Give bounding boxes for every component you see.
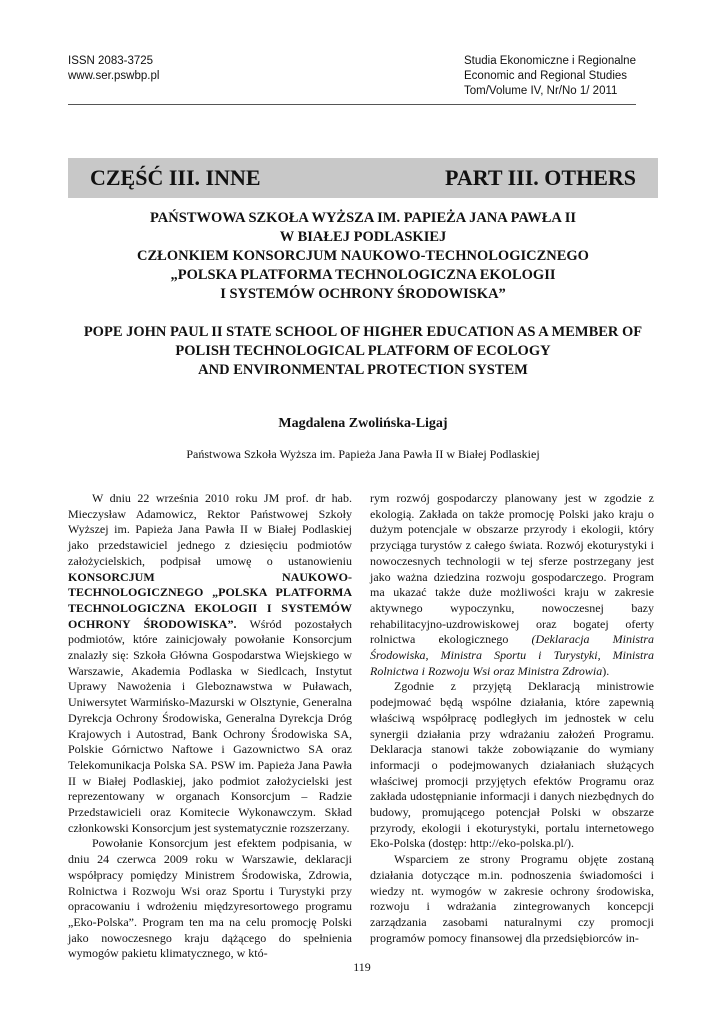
journal-name-pl: Studia Ekonomiczne i Regionalne (464, 55, 636, 67)
article-title-en (68, 323, 658, 380)
journal-url: www.ser.pswbp.pl (68, 70, 160, 82)
section-title-en: PART III. OTHERS (445, 165, 636, 190)
text-run: Wśród pozostałych podmiotów, które zainicjowały powołanie Konsorcjum znalazły się: Szkoła Główna Gospodarstwa Wiejskiego w Warszawie, Akademia Podlaska w Siedlcach, Instytut Uprawy Nawożenia i Gleboznawstwa w Puławach, Uniwersytet Warmińsko-Mazurski w Olsztynie, Generalna Dyrekcja Ochrony Środowiska, Generalna Dyrekcja Dróg Krajowych i Autostrad, Bank Ochrony Środowiska SA, Polskie Górnictwo Naftowe i Gazownictwo SA oraz Telekomunikacja Polska SA. PSW im. Papieża Jana Pawła II w Białej Podlaskiej, jako podmiot założycielski jest reprezentowany w organach Konsorcjum – Radzie Przedstawicieli oraz Komitecie Wykonawczym. Skład członkowski Konsorcjum jest systematycznie rozszerzany. (68, 616, 352, 835)
journal-issn-block (68, 54, 159, 84)
page-number: 119 (353, 960, 371, 974)
title-pl-line: PAŃSTWOWA SZKOŁA WYŻSZA IM. PAPIEŻA JANA PAWŁA II (150, 210, 576, 226)
paragraph (68, 491, 352, 836)
title-pl-line: CZŁONKIEM KONSORCJUM NAUKOWO-TECHNOLOGICZNEGO (137, 248, 589, 264)
article-title-pl (68, 209, 658, 304)
header-divider (68, 104, 636, 105)
author-name: Magdalena Zwolińska-Ligaj (278, 416, 448, 431)
title-en-line: AND ENVIRONMENTAL PROTECTION SYSTEM (198, 362, 528, 378)
citation: (Deklaracja Ministra Środowiska, Ministra Sportu i Turystyki, Ministra Rolnictwa i Rozwoju Wsi oraz Ministra Zdrowia (370, 632, 654, 678)
issn: ISSN 2083-3725 (68, 55, 154, 67)
journal-name-en: Economic and Regional Studies (464, 70, 628, 82)
paragraph: Powołanie Konsorcjum jest efektem podpisania, w dniu 24 czerwca 2009 roku w Warszawie, deklaracji współpracy pomiędzy Ministrem Środowiska, Zdrowia, Rolnictwa i Rozwoju Wsi oraz Sportu i Turystyki przy opracowaniu i wdrożeniu międzyresortowego programu „Eko-Polska”. Program ten ma na celu promocję Polski jako nowoczesnego kraju dążącego do spełnienia wymogów pakietu klimatycznego, w któ- (68, 836, 352, 961)
paragraph: Wsparciem ze strony Programu objęte zostaną działania dotyczące m.in. podnoszenia świadomości i wiedzy nt. wymogów w zakresie ochrony środowiska, rozwoju i wdrażania zintegrowanych koncepcji zarządzania zasobami naturalnymi czy promocji programów pomocy finansowej dla przedsiębiorców in- (370, 852, 654, 945)
left-column (68, 491, 352, 962)
section-title-pl: CZĘŚĆ III. INNE (90, 165, 261, 190)
author-affiliation: Państwowa Szkoła Wyższa im. Papieża Jana Pawła II w Białej Podlaskiej (186, 447, 540, 461)
paragraph (370, 491, 654, 679)
title-en-line: POLISH TECHNOLOGICAL PLATFORM OF ECOLOGY (175, 343, 551, 359)
right-column (370, 491, 654, 946)
title-en-line: POPE JOHN PAUL II STATE SCHOOL OF HIGHER EDUCATION AS A MEMBER OF (83, 324, 643, 340)
consortium-name: KONSORCJUM NAUKOWO-TECHNOLOGICZNEGO „POLSKA PLATFORMA TECHNOLOGICZNA EKOLOGII I SYSTEMÓW OCHRONY ŚRODOWISKA”. (68, 569, 352, 631)
paragraph: Zgodnie z przyjętą Deklaracją ministrowie podejmować będą wspólne działania, które zapewnią właściwą współpracę podległych im jednostek w celu synergii działania przy wdrażaniu założeń Programu. Deklaracja stanowi także zobowiązanie do wymiany informacji o podejmowanych działaniach służących właściwej promocji przyjętych efektów Programu oraz zakłada udostępnianie informacji i danych niezbędnych do budowy, promującego potencjał Polski w obszarze przyrody, ekologii i ekoturystyki, portalu internetowego Eko-Polska (dostęp: http://eko-polska.pl/). (370, 679, 654, 851)
title-pl-line: I SYSTEMÓW OCHRONY ŚRODOWISKA” (220, 286, 506, 302)
journal-name-block (464, 54, 644, 99)
text-run: rym rozwój gospodarczy planowany jest w zgodzie z ekologią. Zakłada on także promocję Polski jako kraju o dużym potencjale w obszarze przyrody i ekologii, który przyciąga turystów z całego świata. Rozwój ekoturystyki i nowoczesnych technologii w tej sferze postrzegany jest jako ważna dziedzina rozwoju gospodarczego. Program ma ukazać także duże możliwości kraju w zakresie aktywnego wypoczynku, nowoczesnej bazy rehabilitacyjno-uzdrowiskowej oraz bogatej oferty rolnictwa ekologicznego (370, 491, 654, 647)
text-run: ). (602, 663, 610, 678)
title-pl-line: „POLSKA PLATFORMA TECHNOLOGICZNA EKOLOGII (170, 267, 556, 283)
title-pl-line: W BIAŁEJ PODLASKIEJ (279, 229, 447, 245)
section-banner (68, 158, 658, 198)
journal-volume: Tom/Volume IV, Nr/No 1/ 2011 (464, 85, 618, 97)
text-run: W dniu 22 września 2010 roku JM prof. dr hab. Mieczysław Adamowicz, Rektor Państwowej Szkoły Wyższej im. Papieża Jana Pawła II w Białej Podlaskiej jako przedstawiciel jednego z dziesięciu podmiotów założycielskich, podpisał umowę o ustanowieniu (68, 491, 352, 568)
